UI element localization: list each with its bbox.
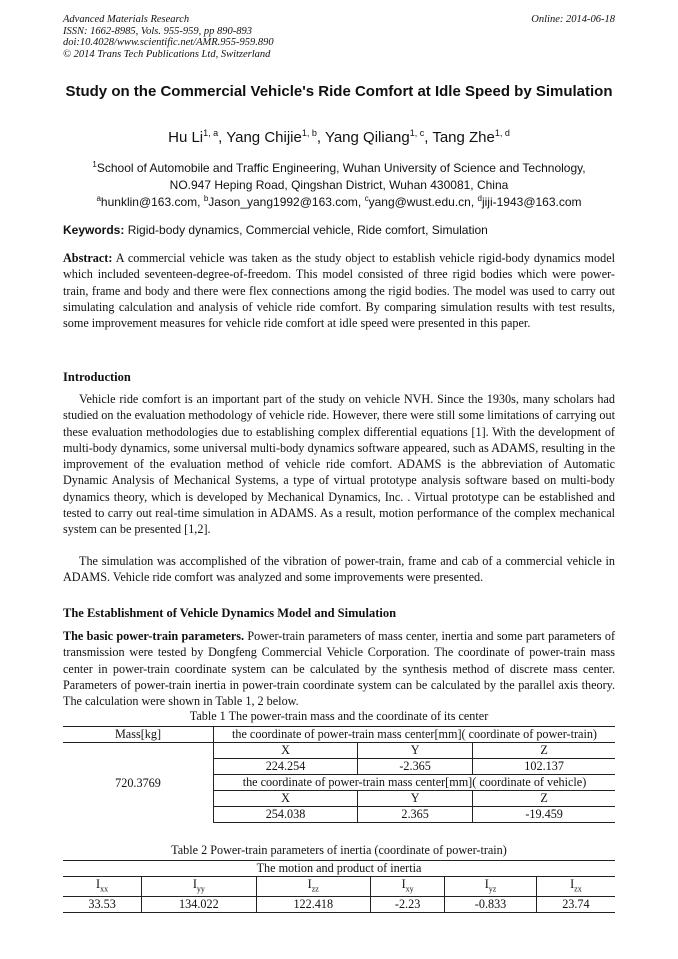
table1-col-y: Y [358,791,473,807]
email-link[interactable]: yang@wust.edu.cn, [368,195,475,209]
abstract-label: Abstract: [63,251,113,265]
table2-cell: 33.53 [63,897,142,913]
table1-mass-value: 720.3769 [63,743,214,824]
table2-cell: 122.418 [256,897,370,913]
section2-paragraph [63,628,615,709]
keywords [63,223,615,237]
author-name: Hu Li [168,129,204,146]
affiliation-sup: 1 [92,160,97,169]
table1-col-x: X [214,743,358,759]
table2-cell: -0.833 [445,897,537,913]
table1-cell: 102.137 [473,759,615,775]
abstract [63,250,615,331]
table1-group1-header: the coordinate of power-train mass center[mm]( coordinate of power-train) [214,727,616,743]
table1-caption: Table 1 The power-train mass and the coordinate of its center [189,709,489,723]
section-heading-model: The Establishment of Vehicle Dynamics Model and Simulation [63,606,397,620]
table1-cell: 2.365 [358,807,473,823]
table1-cell: 224.254 [214,759,358,775]
author-sup: 1, b [301,128,317,138]
author-list: Hu Li$^{1, a}$, Yang Chijie$^{1, b}$, Yang Qiliang$^{1, c}$, Tang Zhe$^{1, d}$ [168,128,510,146]
email-list [63,194,615,209]
affiliation-line2: NO.947 Heping Road, Qingshan District, Wuhan 430081, China [169,178,509,192]
table1-cell: 254.038 [214,807,358,823]
table1-col-x: X [214,791,358,807]
keywords-label: Keywords: [63,223,125,237]
table1-col-y: Y [358,743,473,759]
journal-name: Advanced Materials Research [63,14,190,25]
table2-col-iyy: $I_{yy}$ [142,877,256,897]
table2-col-izz: $I_{zz}$ [256,877,370,897]
section-heading-introduction: Introduction [63,370,131,384]
table1-group2-header: the coordinate of power-train mass center[mm]( coordinate of vehicle) [214,775,616,791]
table1-col-z: Z [473,791,615,807]
table2-col-ixx: $I_{xx}$ [63,877,142,897]
table1-cell: -19.459 [473,807,615,823]
author-sup: 1, d [494,128,510,138]
email-sup: d [477,194,482,203]
table2-col-iyz: $I_{yz}$ [445,877,537,897]
table1-mass-header: Mass[kg] [63,727,214,743]
table2-col-ixy: $I_{xy}$ [370,877,444,897]
intro-paragraph-2: The simulation was accomplished of the vibration of power-train, frame and cab of a commercial vehicle in ADAMS. Vehicle ride comfort was analyzed and some improvements were presented. [63,554,615,585]
online-date: Online: 2014-06-18 [531,14,615,25]
table2-cell: 23.74 [536,897,615,913]
table1 [63,726,615,823]
table1-cell: -2.365 [358,759,473,775]
author-sup: 1, a [203,128,219,138]
email-link[interactable]: Jason_yang1992@163.com, [208,195,362,209]
affiliation [63,156,615,194]
author-sup: 1, c [409,128,425,138]
email-sup: b [203,194,209,203]
journal-header [63,14,274,60]
author-name: Yang Qiliang [324,129,410,146]
email-sup: a [96,194,101,203]
keywords-text: Rigid-body dynamics, Commercial vehicle, Ride comfort, Simulation [127,223,488,237]
doi-line: doi:10.4028/www.scientific.net/AMR.955-959.890 [63,37,274,48]
table2 [63,860,615,913]
table2-caption: Table 2 Power-train parameters of inertia (coordinate of power-train) [171,843,507,857]
section2-text: Power-train parameters of mass center, inertia and some part parameters of transmission were tested by Dongfeng Commercial Vehicle Corporation. The coordinate of power-train mass center in power-train coordinate system can be calculated by the synthesis method of discrete mass center. Parameters of power-train inertia in power-train coordinate system can be calculated by the parallel axis theory. The calculation were shown in Table 1, 2 below. [63,629,616,709]
table2-cell: 134.022 [142,897,256,913]
table2-cell: -2.23 [370,897,444,913]
intro-paragraph-1: Vehicle ride comfort is an important part of the study on vehicle NVH. Since the 1930s, many scholars had studied on the evaluation methodology of vehicle ride. However, there were still some limitations of carrying out these evaluation methodologies due to establishing complex differential equations [1]. With the development of multi-body dynamics, some universal multi-body dynamics software appeared, such as ADAMS, resulting in the improvement of the evaluation method of vehicle ride comfort. ADAMS is the abbreviation of Automatic Dynamic Analysis of Mechanical Systems, a type of virtual prototype analysis software based on multi-body dynamics theory, which is developed by Mechanical Dynamics, Inc. . Virtual prototype can be established and tested to carry out real-time simulation in ADAMS. As a result, motion performance of the complex mechanical system can be presented [1,2]. [63,392,615,537]
email-link[interactable]: hunklin@163.com, [100,195,201,209]
table2-group-header: The motion and product of inertia [63,861,615,877]
email-link[interactable]: jiji-1943@163.com [481,195,582,209]
affiliation-line1: School of Automobile and Traffic Engineering, Wuhan University of Science and Technology, [96,161,586,175]
email-sup: c [364,194,369,203]
section2-lead: The basic power-train parameters. [63,629,245,643]
paper-title: Study on the Commercial Vehicle's Ride Comfort at Idle Speed by Simulation [65,83,613,100]
author-name: Tang Zhe [432,129,495,146]
issn-line: ISSN: 1662-8985, Vols. 955-959, pp 890-893 [63,25,252,37]
copyright-line: © 2014 Trans Tech Publications Ltd, Switzerland [63,48,271,60]
table1-col-z: Z [473,743,615,759]
table2-col-izx: $I_{zx}$ [536,877,615,897]
abstract-text: A commercial vehicle was taken as the study object to establish vehicle rigid-body dynamics model which included seventeen-degree-of-freedom. This model consisted of three rigid bodies which were power-train, frame and body and there were flex connections among the rigid bodies. The model was used to carry out simulating calculation and analysis of vehicle ride comfort. By comparing simulation results with test results, some improvement measures for vehicle ride comfort at idle speed were presented in this paper. [63,251,616,331]
author-name: Yang Chijie [226,129,302,146]
